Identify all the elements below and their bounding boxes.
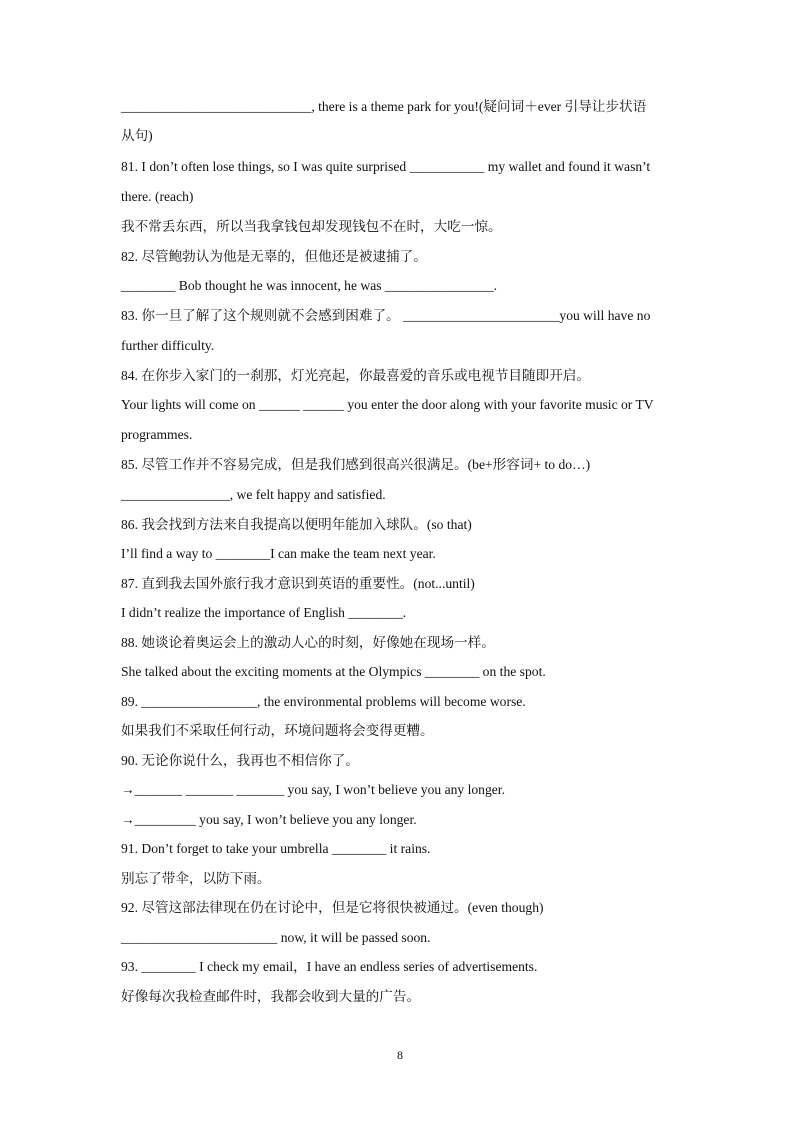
text-line: programmes. (121, 427, 193, 442)
page-number: 8 (397, 1048, 403, 1062)
text-line: 82. 尽管鲍勃认为他是无辜的，但他还是被逮捕了。 (121, 249, 427, 264)
text-line: She talked about the exciting moments at the Olympics ________ on the spot. (121, 664, 546, 679)
text-line: 从句) (121, 128, 153, 143)
text-line: 我不常丢东西，所以当我拿钱包却发现钱包不在时，大吃一惊。 (121, 219, 502, 234)
text-line: I didn’t realize the importance of English ________. (121, 605, 407, 620)
text-line: →_________ you say, I won’t believe you any longer. (121, 812, 417, 827)
text-line: Your lights will come on ______ ______ you enter the door along with your favorite music or TV (121, 397, 654, 412)
text-line: there. (reach) (121, 189, 194, 204)
text-line: ____________________________, there is a theme park for you!(疑问词＋ever 引导让步状语 (121, 99, 647, 114)
text-line: 90. 无论你说什么，我再也不相信你了。 (121, 753, 359, 768)
text-line: _______________________ now, it will be passed soon. (121, 930, 431, 945)
text-line: 如果我们不采取任何行动，环境问题将会变得更糟。 (121, 723, 434, 738)
text-line: 92. 尽管这部法律现在仍在讨论中，但是它将很快被通过。(even though) (121, 900, 544, 915)
text-line: I’ll find a way to ________I can make the team next year. (121, 546, 436, 561)
text-line: 88. 她谈论着奥运会上的激动人心的时刻，好像她在现场一样。 (121, 635, 495, 650)
text-line: 91. Don’t forget to take your umbrella ________ it rains. (121, 841, 431, 856)
text-line: 81. I don’t often lose things, so I was quite surprised ___________ my wallet and found it wasn’t (121, 159, 651, 174)
text-line: 84. 在你步入家门的一刹那，灯光亮起，你最喜爱的音乐或电视节目随即开启。 (121, 368, 590, 383)
text-line: 别忘了带伞，以防下雨。 (121, 871, 271, 886)
text-line: ________ Bob thought he was innocent, he was ________________. (121, 278, 498, 293)
text-line: →_______ _______ _______ you say, I won’t believe you any longer. (121, 782, 505, 797)
text-line: 85. 尽管工作并不容易完成，但是我们感到很高兴很满足。(be+形容词+ to do…) (121, 457, 591, 472)
text-line: 83. 你一旦了解了这个规则就不会感到困难了。 _______________________you will have no (121, 308, 651, 323)
text-line: further difficulty. (121, 338, 215, 353)
text-line: 93. ________ I check my email，I have an endless series of advertisements. (121, 959, 538, 974)
text-line: ________________, we felt happy and satisfied. (121, 487, 386, 502)
text-line: 好像每次我检查邮件时，我都会收到大量的广告。 (121, 989, 421, 1004)
text-line: 86. 我会找到方法来自我提高以便明年能加入球队。(so that) (121, 517, 472, 532)
text-line: 89. _________________, the environmental problems will become worse. (121, 694, 526, 709)
text-line: 87. 直到我去国外旅行我才意识到英语的重要性。(not...until) (121, 576, 475, 591)
